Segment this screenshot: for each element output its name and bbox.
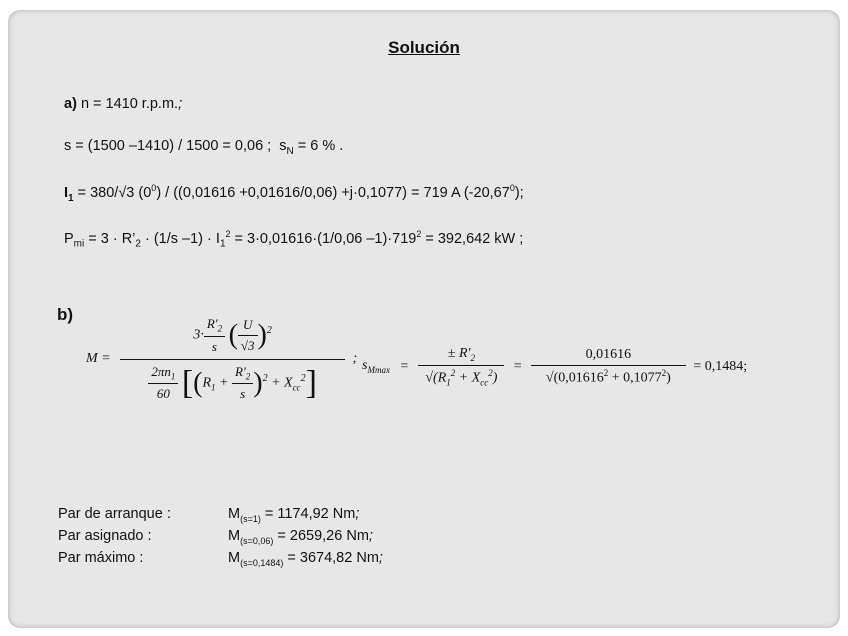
part-b-label: b) <box>57 305 74 324</box>
current-line: $I_1 = 380/√3$ $(0^0) / ((0,01616 +0,01616/0,06) +j\cdot 0,1077) = 719$ A (-20,67$^0$); <box>64 183 524 204</box>
result-value: $M_{(s=0,1484)} = 3674,82$ Nm; <box>228 550 383 568</box>
speed-text: n = 1410 r.p.m.; <box>80 96 183 112</box>
speed-line <box>64 96 182 112</box>
smax-result: = 0,1484; <box>693 358 748 374</box>
slip-line: s = (1500 –1410) / 1500 = 0,06 ; $s_N = 6$ % . <box>64 138 344 157</box>
page-title: Solución <box>388 38 460 57</box>
results-block <box>58 506 458 576</box>
smax-num2: 0,01616 <box>531 347 686 366</box>
result-label: Par asignado : <box>58 528 152 544</box>
power-line: $P_{mi} = 3$ · $R’_2 \cdot (1/s$ $-1) \cdot I_1^2 = 3\cdot 0,01616\cdot(1/0,06$ $-1)\cdot 719^2 = 392,642$ kW ; <box>64 229 524 250</box>
part-a-label: a) <box>64 96 77 112</box>
smax-formula: $s_{Mmax}$ = $\frac{\pm R'_2}{√(R_1^2 + X_{cc}^2)}$ = $\frac{0,01616}{√(0,01616^2 + 0,1077^2)}$ = 0,1484; <box>362 346 748 388</box>
smax-den2: $√(0,01616^2 + 0,1077^2)$ <box>545 367 671 386</box>
smax-num1: ± $R'_2$ <box>418 346 504 366</box>
result-value: $M_{(s=0,06)} = 2659,26$ Nm; <box>228 528 373 546</box>
current-symbol: $I_1$ <box>64 184 74 204</box>
smax-den1: $√(R_1^2 + X_{cc}^2)$ <box>425 367 498 388</box>
result-label: Par de arranque : <box>58 506 171 522</box>
result-label: Par máximo : <box>58 550 144 566</box>
result-value: $M_{(s=1)} = 1174,92$ Nm; <box>228 506 360 524</box>
torque-formula: M = 3· $\frac{R'_2}{s}$ ( $\frac{U}{√3}$ )$^2$ $\frac{2\pi n_1}{60}$ [($R_1$ + $\frac{R'_2}{s}$ )$^2 + X_{cc}^2$] ; <box>86 316 358 402</box>
